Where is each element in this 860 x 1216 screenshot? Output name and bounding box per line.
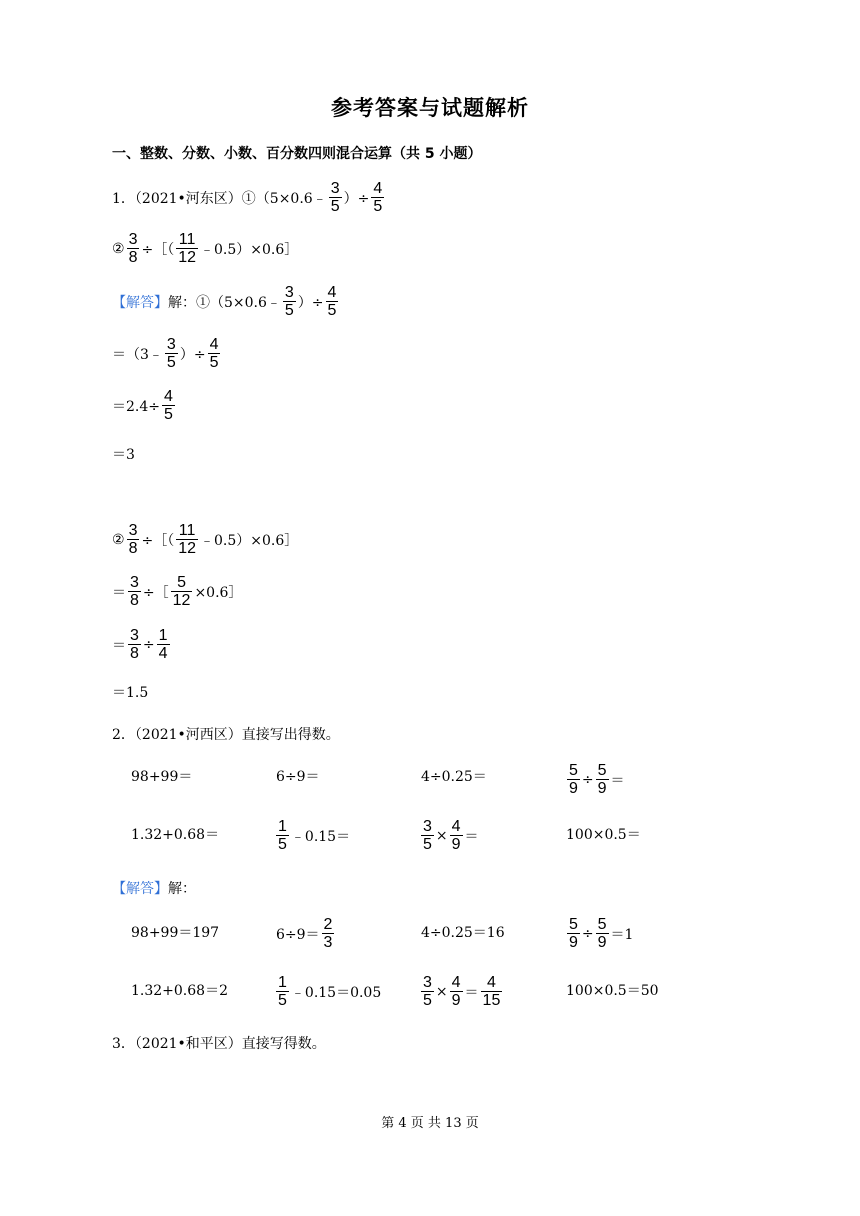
q2-answer-1: 98+99＝197 — [131, 925, 220, 941]
fraction: $\frac{3}{5}$ — [423, 974, 432, 1009]
fraction: $\frac{5}{12}$ — [172, 574, 191, 609]
fraction: $\frac{3}{8}$ — [130, 627, 139, 662]
fraction: $\frac{1}{5}$ — [278, 818, 287, 853]
fraction: $\frac{3}{5}$ — [423, 818, 432, 853]
page-footer: 第 4 页 共 13 页 — [381, 1116, 479, 1131]
expression-text: ﹣0.5）×0.6］ — [200, 532, 299, 549]
q1-head-text: 1．（2021•河东区）①（5×0.6﹣ — [112, 190, 327, 207]
expression-text: 解：①（5×0.6﹣ — [168, 294, 281, 311]
section-heading: 一、整数、分数、小数、百分数四则混合运算（共 5 小题） — [112, 146, 482, 162]
expression-text: ÷ — [142, 636, 155, 653]
fraction: $\frac{11}{12}$ — [178, 231, 196, 266]
expression-text: ÷［（ — [141, 241, 175, 258]
operator: ÷ — [581, 925, 594, 942]
expression-text: ﹣0.15＝0.05 — [290, 984, 382, 1001]
q1-step-2 — [112, 388, 177, 423]
q1-solution-step-3 — [112, 682, 148, 702]
q2-heading — [112, 724, 340, 744]
operator: ÷ — [581, 771, 594, 788]
q2-item-8: 100×0.5＝ — [566, 827, 641, 843]
fraction: $\frac{3}{5}$ — [330, 180, 340, 215]
expression-text: ）÷ — [297, 294, 324, 311]
q2-answer-8: 100×0.5＝50 — [566, 983, 659, 999]
q1-answer-line — [112, 284, 340, 319]
q2-answer-5: 1.32+0.68＝2 — [131, 983, 228, 999]
fraction: $\frac{4}{5}$ — [209, 336, 219, 371]
q2-answer-3: 4÷0.25＝16 — [421, 925, 505, 941]
q3-heading — [112, 1033, 326, 1053]
fraction: $\frac{3}{5}$ — [166, 336, 176, 371]
fraction: $\frac{3}{8}$ — [130, 574, 139, 609]
fraction: $\frac{2}{3}$ — [323, 916, 333, 951]
q2-item-3: 4÷0.25＝ — [421, 769, 487, 785]
expression-text: ）÷ — [179, 346, 206, 363]
q2-item-5: 1.32+0.68＝ — [131, 827, 220, 843]
fraction: $\frac{1}{5}$ — [278, 974, 287, 1009]
fraction: $\frac{11}{12}$ — [178, 522, 196, 557]
q2-item-1: 98+99＝ — [131, 769, 193, 785]
expression-text: 6÷9＝ — [276, 926, 320, 943]
fraction: $\frac{5}{9}$ — [569, 916, 578, 951]
answer-label: 【解答】 — [112, 294, 168, 311]
q1-solution-step-1 — [112, 574, 242, 609]
fraction: $\frac{4}{9}$ — [451, 818, 461, 853]
fraction: $\frac{4}{9}$ — [451, 974, 461, 1009]
q1-solution-step-2 — [112, 627, 172, 662]
q2-answer-6 — [274, 974, 381, 1009]
q1-problem-1 — [112, 180, 386, 215]
q2-answer-line — [112, 878, 196, 898]
expression-text: ÷［ — [142, 584, 169, 601]
expression-text: ＝1.5 — [112, 685, 149, 701]
expression-text: ÷［（ — [141, 532, 175, 549]
fraction: $\frac{4}{5}$ — [327, 284, 337, 319]
expression-text: ＝2.4÷ — [112, 398, 160, 415]
q1-head-text-b: ）÷ — [343, 190, 370, 207]
operator: × — [435, 827, 448, 844]
operator: ＝ — [464, 828, 479, 845]
expression-text: ＝（3﹣ — [112, 346, 163, 363]
expression-text: ＝3 — [112, 447, 135, 463]
fraction: $\frac{4}{5}$ — [164, 388, 173, 423]
q2-item-2: 6÷9＝ — [276, 769, 320, 785]
fraction: $\frac{1}{4}$ — [158, 627, 168, 662]
question-text: 3．（2021•和平区）直接写得数。 — [112, 1036, 326, 1052]
expression-text: ﹣0.5）×0.6］ — [200, 241, 299, 258]
expression-text: ＝ — [112, 637, 126, 654]
expression-text: 解： — [168, 881, 196, 897]
q2-answer-2 — [276, 916, 336, 951]
q1-problem-2 — [112, 231, 298, 266]
expression-text: ＝ — [112, 584, 126, 601]
operator: × — [435, 983, 448, 1000]
circled-number: ② — [112, 240, 125, 257]
q2-item-7 — [419, 818, 479, 853]
fraction: $\frac{3}{8}$ — [128, 522, 138, 557]
fraction: $\frac{3}{8}$ — [128, 231, 138, 266]
fraction: $\frac{5}{9}$ — [569, 762, 578, 797]
q1-solution-2 — [112, 522, 298, 557]
q1-step-3 — [112, 444, 135, 464]
fraction: $\frac{3}{5}$ — [284, 284, 294, 319]
q2-item-4 — [565, 762, 625, 797]
operator: ＝ — [610, 772, 625, 789]
expression-text: ﹣0.15＝ — [290, 828, 351, 845]
fraction: $\frac{5}{9}$ — [597, 762, 607, 797]
q2-answer-4 — [565, 916, 633, 951]
circled-number: ② — [112, 531, 125, 548]
operator: ＝ — [464, 984, 479, 1001]
fraction: $\frac{4}{15}$ — [482, 974, 501, 1009]
fraction: $\frac{4}{5}$ — [373, 180, 383, 215]
fraction: $\frac{5}{9}$ — [597, 916, 607, 951]
page-title: 参考答案与试题解析 — [331, 96, 529, 120]
question-text: 2．（2021•河西区）直接写出得数。 — [112, 727, 340, 743]
expression-text: ＝1 — [610, 926, 634, 943]
q1-step-1 — [112, 336, 222, 371]
answer-label: 【解答】 — [112, 881, 168, 897]
q2-item-6 — [274, 818, 350, 853]
q2-answer-7 — [419, 974, 504, 1009]
expression-text: ×0.6］ — [194, 584, 243, 601]
